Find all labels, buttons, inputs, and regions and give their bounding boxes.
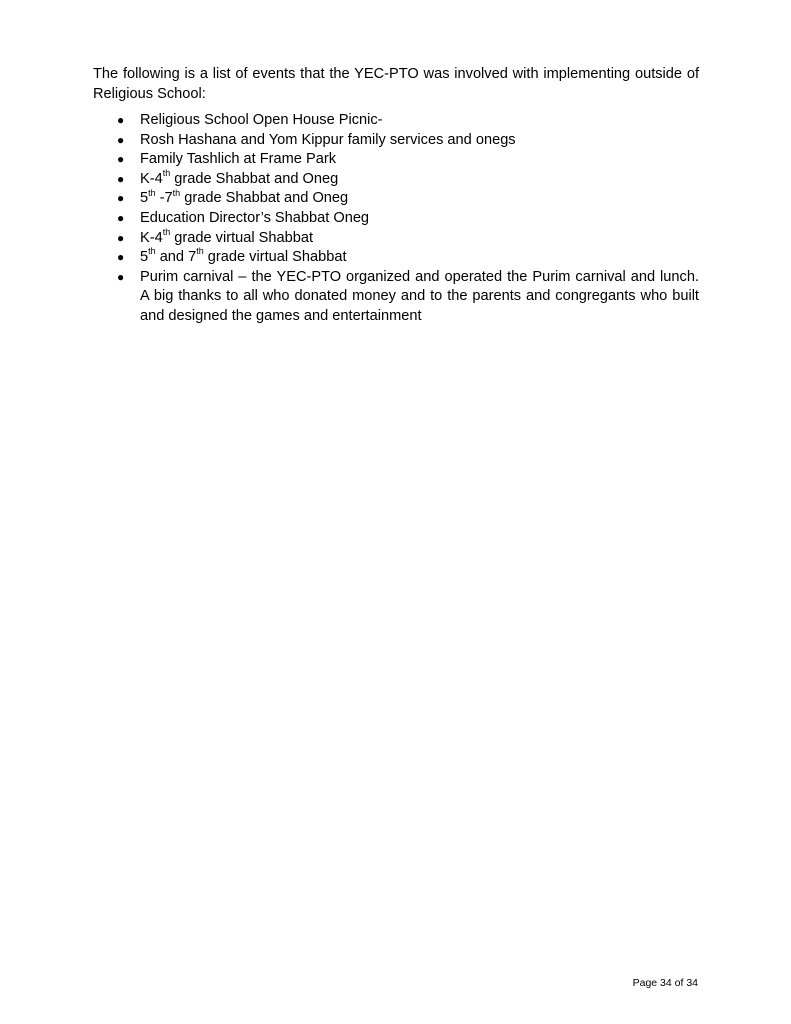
ordinal-suffix: th [162, 226, 171, 237]
bullet-icon: ● [117, 210, 125, 225]
event-text-part: and 7 [155, 249, 197, 266]
bullet-icon: ● [117, 171, 125, 186]
event-text: Education Director’s Shabbat Oneg [140, 209, 370, 226]
event-text: Purim carnival – the YEC-PTO organized and operated the Purim carnival and lunch. A big thanks to all who donated money and to the parents and congregants who built and designed the games and entertainment [140, 268, 699, 324]
event-text-part: 5 [140, 190, 149, 207]
event-text-part: grade virtual Shabbat [203, 249, 347, 266]
event-text-part: K-4 [140, 229, 163, 246]
event-text-part: -7 [155, 190, 173, 207]
bullet-icon: ● [117, 269, 125, 284]
event-text-part: grade Shabbat and Oneg [180, 190, 349, 207]
list-item [93, 226, 699, 249]
list-item [93, 131, 699, 151]
list-item [93, 111, 699, 131]
bullet-icon: ● [117, 113, 125, 127]
event-text [140, 226, 699, 249]
ordinal-suffix: th [148, 187, 156, 198]
event-text: Rosh Hashana and Yom Kippur family services and onegs [140, 131, 516, 148]
page-number-footer: Page 34 of 34 [632, 977, 698, 989]
event-text [140, 189, 699, 209]
event-text-part: 5 [140, 249, 149, 266]
list-item [93, 150, 699, 170]
event-text: Family Tashlich at Frame Park [140, 151, 336, 168]
event-text: Religious School Open House Picnic- [140, 112, 383, 128]
event-text-part: grade Shabbat and Oneg [170, 170, 339, 187]
list-item [93, 189, 699, 209]
bullet-icon: ● [117, 191, 125, 206]
intro-paragraph: The following is a list of events that the YEC-PTO was involved with implementing outside of Religious School: [93, 66, 699, 102]
event-text-part: K-4 [140, 170, 163, 187]
event-list [93, 111, 699, 327]
bullet-icon: ● [117, 230, 125, 245]
bullet-icon: ● [117, 132, 125, 147]
list-item [93, 209, 699, 229]
event-text [140, 167, 699, 190]
ordinal-suffix: th [196, 246, 204, 257]
ordinal-suffix: th [172, 187, 181, 198]
event-text [140, 248, 699, 268]
list-item [93, 248, 699, 268]
ordinal-suffix: th [162, 167, 171, 178]
list-item [93, 268, 699, 327]
bullet-icon: ● [117, 152, 125, 167]
list-item [93, 167, 699, 190]
bullet-icon: ● [117, 250, 125, 265]
ordinal-suffix: th [148, 246, 156, 257]
event-text-part: grade virtual Shabbat [170, 229, 314, 246]
